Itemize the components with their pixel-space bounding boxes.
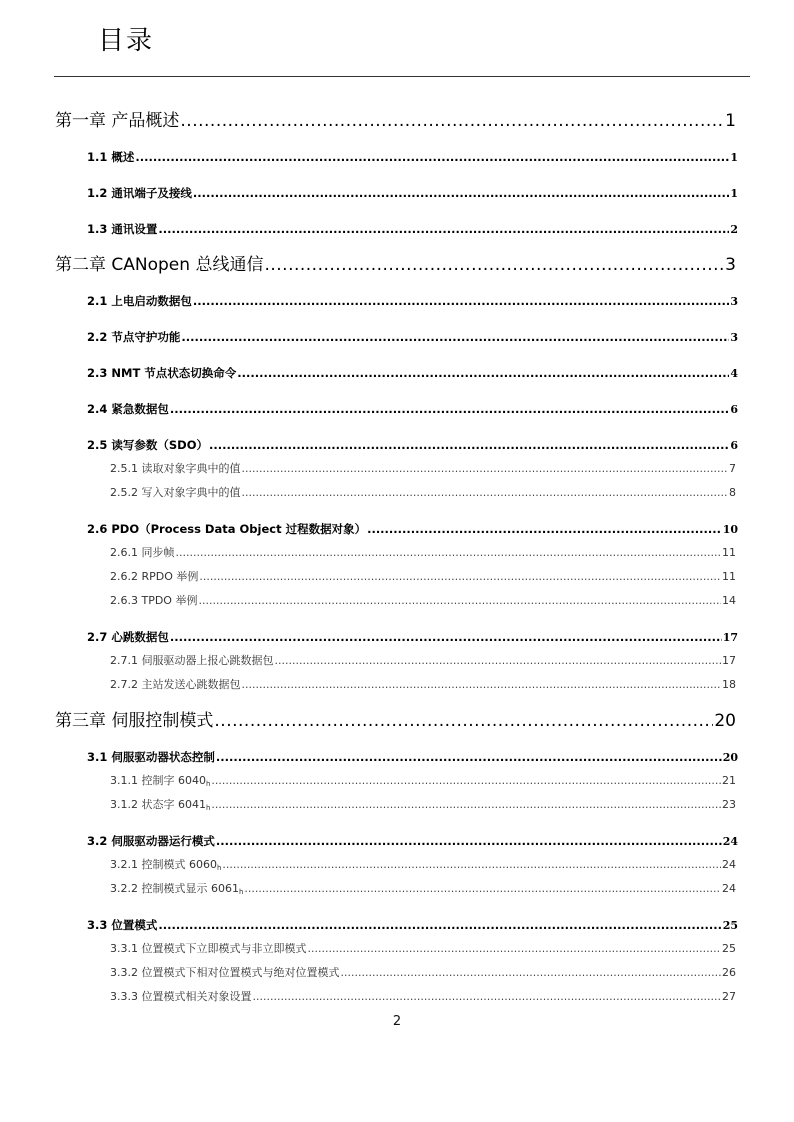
toc-subsection-label: 2.7.1 伺服驱动器上报心跳数据包 bbox=[110, 654, 274, 667]
toc-subsection-2-6-3[interactable] bbox=[110, 592, 736, 610]
dot-leader bbox=[340, 964, 721, 982]
toc-chapter-2[interactable] bbox=[55, 253, 736, 277]
toc-subsection-label: 2.7.2 主站发送心跳数据包 bbox=[110, 678, 241, 691]
dot-leader bbox=[198, 592, 721, 610]
page-title: 目录 bbox=[98, 26, 155, 56]
toc-subsection-3-1-2[interactable] bbox=[110, 796, 736, 814]
toc-subsection-label bbox=[110, 796, 210, 814]
toc-page-number: 27 bbox=[722, 990, 736, 1003]
toc-section-3-1[interactable] bbox=[87, 748, 738, 766]
footer-page-number: 2 bbox=[392, 1014, 402, 1029]
dot-leader bbox=[193, 292, 729, 310]
toc-page-number: 1 bbox=[730, 187, 738, 200]
toc-section-label: 2.5 读写参数（SDO） bbox=[87, 438, 208, 452]
toc-section-label: 2.4 紧急数据包 bbox=[87, 402, 169, 416]
toc-subsection-label: 3.3.3 位置模式相关对象设置 bbox=[110, 990, 252, 1003]
dot-leader bbox=[170, 400, 729, 418]
toc-page-number: 3 bbox=[730, 295, 738, 308]
toc-subsection-2-7-1[interactable] bbox=[110, 652, 736, 670]
toc-section-label: 2.1 上电启动数据包 bbox=[87, 294, 192, 308]
hex-suffix: h bbox=[238, 888, 244, 896]
dot-leader bbox=[307, 940, 721, 958]
dot-leader bbox=[211, 772, 721, 790]
toc-subsection-3-3-1[interactable] bbox=[110, 940, 736, 958]
toc-page-number: 8 bbox=[729, 486, 736, 499]
toc-page-number: 23 bbox=[722, 798, 736, 811]
toc-subsection-2-5-1[interactable] bbox=[110, 460, 736, 478]
dot-leader bbox=[199, 568, 721, 586]
toc-subsection-2-6-2[interactable] bbox=[110, 568, 736, 586]
toc-page-number: 4 bbox=[730, 367, 738, 380]
toc-page-number: 26 bbox=[722, 966, 736, 979]
toc-subsection-label: 2.6.1 同步帧 bbox=[110, 546, 175, 559]
toc-section-label: 2.2 节点守护功能 bbox=[87, 330, 181, 344]
toc-subsection-text: 3.2.1 控制模式 6060 bbox=[110, 858, 217, 871]
hex-suffix: h bbox=[216, 864, 222, 872]
dot-leader bbox=[193, 184, 729, 202]
toc-page-number: 6 bbox=[730, 403, 738, 416]
toc-page-number: 11 bbox=[722, 570, 736, 583]
dot-leader bbox=[158, 220, 729, 238]
toc-section-3-2[interactable] bbox=[87, 832, 738, 850]
toc-subsection-label bbox=[110, 856, 221, 874]
toc-page-number: 25 bbox=[722, 942, 736, 955]
toc-subsection-label: 3.3.2 位置模式下相对位置模式与绝对位置模式 bbox=[110, 966, 340, 979]
toc-subsection-2-6-1[interactable] bbox=[110, 544, 736, 562]
toc-section-label: 2.6 PDO（Process Data Object 过程数据对象） bbox=[87, 522, 367, 536]
dot-leader bbox=[264, 253, 724, 277]
dot-leader bbox=[253, 988, 722, 1006]
toc-subsection-label bbox=[110, 880, 243, 898]
toc-subsection-3-3-2[interactable] bbox=[110, 964, 736, 982]
toc-subsection-label: 2.6.2 RPDO 举例 bbox=[110, 570, 199, 583]
dot-leader bbox=[158, 916, 721, 934]
toc-section-1-2[interactable] bbox=[87, 184, 738, 202]
toc-section-1-3[interactable] bbox=[87, 220, 738, 238]
toc-subsection-text: 3.1.1 控制字 6040 bbox=[110, 774, 206, 787]
dot-leader bbox=[135, 148, 729, 166]
toc-chapter-3[interactable] bbox=[55, 709, 736, 733]
toc-page-number: 24 bbox=[722, 882, 736, 895]
toc-section-label: 3.2 伺服驱动器运行模式 bbox=[87, 834, 215, 848]
toc-page-number: 21 bbox=[722, 774, 736, 787]
dot-leader bbox=[242, 676, 722, 694]
toc-section-label: 1.3 通讯设置 bbox=[87, 222, 158, 236]
dot-leader bbox=[181, 328, 729, 346]
toc-page-number: 17 bbox=[722, 631, 738, 644]
toc-section-1-1[interactable] bbox=[87, 148, 738, 166]
toc-page-number: 18 bbox=[722, 678, 736, 691]
toc-section-label: 1.2 通讯端子及接线 bbox=[87, 186, 192, 200]
toc-page-number: 6 bbox=[730, 439, 738, 452]
hex-suffix: h bbox=[205, 804, 211, 812]
toc-page-number: 17 bbox=[722, 654, 736, 667]
dot-leader bbox=[275, 652, 722, 670]
toc-subsection-label bbox=[110, 772, 210, 790]
toc-subsection-label: 2.5.2 写入对象字典中的值 bbox=[110, 486, 241, 499]
toc-page-number: 24 bbox=[722, 835, 738, 848]
dot-leader bbox=[214, 709, 713, 733]
hex-suffix: h bbox=[205, 780, 211, 788]
dot-leader bbox=[242, 484, 729, 502]
dot-leader bbox=[237, 364, 729, 382]
dot-leader bbox=[211, 796, 721, 814]
toc-page-number: 20 bbox=[722, 751, 738, 764]
toc-section-2-5[interactable] bbox=[87, 436, 738, 454]
toc-section-2-7[interactable] bbox=[87, 628, 738, 646]
toc-subsection-text: 3.2.2 控制模式显示 6061 bbox=[110, 882, 239, 895]
dot-leader bbox=[244, 880, 721, 898]
toc-subsection-3-1-1[interactable] bbox=[110, 772, 736, 790]
toc-chapter-label: 第三章 伺服控制模式 bbox=[55, 711, 214, 731]
toc-subsection-text: 3.1.2 状态字 6041 bbox=[110, 798, 206, 811]
toc-subsection-2-7-2[interactable] bbox=[110, 676, 736, 694]
toc-section-label: 1.1 概述 bbox=[87, 150, 135, 164]
toc-page-number: 3 bbox=[730, 331, 738, 344]
dot-leader bbox=[176, 544, 722, 562]
toc-page-number: 25 bbox=[722, 919, 738, 932]
toc-subsection-3-3-3[interactable] bbox=[110, 988, 736, 1006]
dot-leader bbox=[209, 436, 729, 454]
toc-page-number: 1 bbox=[730, 151, 738, 164]
toc-section-2-4[interactable] bbox=[87, 400, 738, 418]
dot-leader bbox=[180, 109, 724, 133]
toc-section-label: 2.3 NMT 节点状态切换命令 bbox=[87, 366, 237, 380]
toc-page-number: 14 bbox=[722, 594, 736, 607]
dot-leader bbox=[242, 460, 729, 478]
toc-chapter-label: 第一章 产品概述 bbox=[55, 111, 180, 131]
toc-section-label: 3.3 位置模式 bbox=[87, 918, 158, 932]
toc-section-3-3[interactable] bbox=[87, 916, 738, 934]
toc-section-2-1[interactable] bbox=[87, 292, 738, 310]
toc-subsection-3-2-1[interactable] bbox=[110, 856, 736, 874]
toc-subsection-3-2-2[interactable] bbox=[110, 880, 736, 898]
toc-section-2-3[interactable] bbox=[87, 364, 738, 382]
dot-leader bbox=[367, 520, 722, 538]
toc-subsection-2-5-2[interactable] bbox=[110, 484, 736, 502]
dot-leader bbox=[170, 628, 722, 646]
toc-page-number: 11 bbox=[722, 546, 736, 559]
toc-page-number: 1 bbox=[725, 111, 736, 131]
toc-section-label: 3.1 伺服驱动器状态控制 bbox=[87, 750, 215, 764]
dot-leader bbox=[216, 748, 722, 766]
toc-page-number: 24 bbox=[722, 858, 736, 871]
toc-section-label: 2.7 心跳数据包 bbox=[87, 630, 169, 644]
toc-section-2-6[interactable] bbox=[87, 520, 738, 538]
dot-leader bbox=[222, 856, 721, 874]
toc-page-number: 2 bbox=[730, 223, 738, 236]
toc-page-number: 10 bbox=[722, 523, 738, 536]
toc-subsection-label: 2.6.3 TPDO 举例 bbox=[110, 594, 198, 607]
toc-page-number: 20 bbox=[714, 711, 736, 731]
toc-chapter-1[interactable] bbox=[55, 109, 736, 133]
toc-page-number: 7 bbox=[729, 462, 736, 475]
dot-leader bbox=[216, 832, 722, 850]
toc-page-number: 3 bbox=[725, 255, 736, 275]
toc-subsection-label: 3.3.1 位置模式下立即模式与非立即模式 bbox=[110, 942, 307, 955]
toc-subsection-label: 2.5.1 读取对象字典中的值 bbox=[110, 462, 241, 475]
toc-chapter-label: 第二章 CANopen 总线通信 bbox=[55, 255, 264, 275]
toc-section-2-2[interactable] bbox=[87, 328, 738, 346]
